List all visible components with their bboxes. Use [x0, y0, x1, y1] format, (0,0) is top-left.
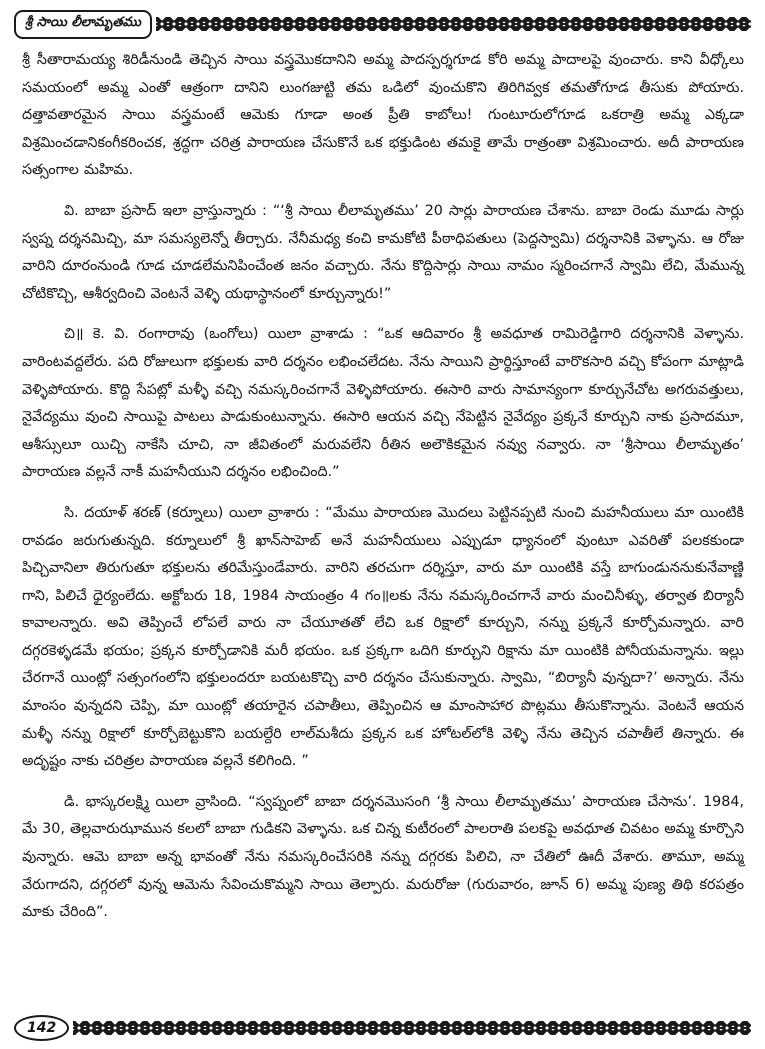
paragraph: చి॥ కె. వి. రంగారావు (ఒంగోలు) యిలా వ్రాశాడు : “ఒక ఆదివారం శ్రీ అవధూత రామిరెడ్డిగారి దర్శనానికి వెళ్ళాను. వారింటవద్దలేరు. పది రోజులుగా భక్తులకు వారి దర్శనం లభించలేదట. నేను సాయిని ప్రార్థిస్తూంటే వారొకసారి వచ్చి కోపంగా మాట్లాడి వెళ్ళిపోయారు. కొద్ది సేపట్లో మళ్ళీ వచ్చి నమస్కరించగానే వెళ్ళిపోయారు. ఈసారి వారు సామాన్యంగా కూర్చునేచోట అగరువత్తులు, నైవేద్యము వుంచి సాయిపై పాటలు పాడుకుంటున్నాను. ఈసారి ఆయన వచ్చి నేపెట్టిన నైవేద్యం ప్రక్కనే కూర్చుని నాకు ప్రసాదమూ, ఆశీస్సులూ యిచ్చి నాకేసి చూచి, నా జీవితంలో మరువలేని రీతిన అలౌకికమైన నవ్వు నవ్వారు. నా ‘శ్రీసాయి లీలామృతం’ పారాయణ వల్లనే నాకీ మహనీయుని దర్శనం లభించింది.”	[22, 326, 744, 481]
paragraph: సి. దయాళ్ శరణ్ (కర్నూలు) యిలా వ్రాశారు : “మేము పారాయణ మొదలు పెట్టినప్పటి నుంచి మహనీయులు మా యింటికి రావడం జరుగుతున్నది. కర్నూలులో శ్రీ ఖాన్‌సాహెబ్ అనే మహనీయులు ఎప్పుడూ ధ్యానంలో వుంటూ ఎవరితో పలకకుండా పిచ్చివానిలా తిరుగుతూ భక్తులను తరిమేస్తుండేవారు. వారిని తరచుగా దర్శిస్తూ, వారు మా యింటికి వస్తే బాగుండుననుకునేవాణ్ణి గాని, పిలిచే ధైర్యంలేదు. అక్టోబరు 18, 1984 సాయంత్రం 4 గం॥లకు నేను నమస్కరించగానే వారు మంచినీళ్ళు, తర్వాత బిర్యానీ కావాలన్నారు. అవి తెప్పించే లోపలే వారు నా చేయూతతో లేచి ఒక రిక్షాలో కూర్చుని, నన్ను ప్రక్కనే కూర్చోమన్నారు. వారి దగ్గరకెళ్ళడమే భయం; ప్రక్కన కూర్చోడానికి మరీ భయం. ఒక ప్రక్కగా ఒదిగి కూర్చుని రిక్షాను మా యింటికి పోనీయమన్నాను. ఇల్లు చేరగానే యింట్లో సత్సంగంలోని భక్తులందరూ బయటకొచ్చి వారి దర్శనం చేసుకున్నారు. స్వామి, “బిర్యానీ వున్నదా?’ అన్నారు. నేను మాంసం వున్నదని చెప్పి, మా యింట్లో తయారైన చపాతీలు, తెప్పించిన ఆ మాంసాహార పొట్లము తీసుకొన్నాను. వెంటనే ఆయన మళ్ళీ నన్ను రిక్షాలో కూర్చోబెట్టుకొని బయల్దేరి లాల్‌మశీదు ప్రక్కన ఒక హోటల్‌లోకి వెళ్ళి నేను తెచ్చిన చపాతీలే తిన్నారు. ఈ అదృష్టం నాకు చరిత్రల పారాయణ వల్లనే కలిగింది. ”	[22, 504, 744, 770]
paragraph: శ్రీ సీతారామయ్య శిరిడీనుండి తెచ్చిన సాయి వస్త్రమొకదానిని అమ్మ పాదస్పర్శగూడ కోరి అమ్మ పాదాలపై వుంచారు. కాని వీధ్కోలు సమయంలో అమ్మ ఎంతో ఆత్రంగా దానిని లుంగజుట్టి తమ ఒడిలో వుంచుకొని తిరిగివ్వక తమతోగూడ తీసుకు పోయారు. దత్తావతారమైన సాయి వస్త్రమంటే ఆమెకు గూడా అంత ప్రీతి కాబోలు! గుంటూరులోగూడ ఒకరాత్రి అమ్మ ఎక్కడా విశ్రమించడానికంగీకరించక, శ్రద్ధగా చరిత్ర పారాయణ చేసుకొనే ఒక భక్తుడింట తమకై తామే రాత్రంతా విశ్రమించారు. అదీ పారాయణ సత్సంగాల మహిమ.	[22, 52, 744, 179]
paragraph: వి. బాబా ప్రసాద్ ఇలా వ్రాస్తున్నారు : “‘శ్రీ సాయి లీలామృతము’ 20 సార్లు పారాయణ చేశాను. బాబా రెండు మూడు సార్లు స్వప్న దర్శనమిచ్చి, మా సమస్యలెన్నో తీర్చారు. నేనీమధ్య కంచి కామకోటి పీఠాధిపతులు (పెద్దస్వామి) దర్శనానికి వెళ్ళాను. ఆ రోజు వారిని దూరంనుండి గూడ చూడలేమనిపించేంత జనం వచ్చారు. నేను కొద్దిసార్లు సాయి నామం స్మరించగానే స్వామి లేచి, మేమున్న చోటికొచ్చి, ఆశీర్వదించి వెంటనే వెళ్ళి యథాస్థానంలో కూర్చున్నారు!”	[22, 202, 744, 302]
page-body	[22, 47, 744, 940]
footer-ornament-border	[73, 1021, 751, 1035]
page-footer	[14, 1012, 751, 1044]
header-ornament-border	[156, 17, 751, 31]
paragraph: డి. భాస్కరలక్ష్మి యిలా వ్రాసింది. “స్వప్నంలో బాబా దర్శనమొసంగి ‘శ్రీ సాయి లీలామృతము’ పారాయణ చేసాను’. 1984, మే 30, తెల్లవారుఝామున కలలో బాబా గుడికని వెళ్ళాను. ఒక చిన్న కుటీరంలో పాలరాతి పలకపై అవధూత చివటం అమ్మ కూర్చొని వున్నారు. ఆమె బాబా అన్న భావంతో నేను నమస్కరించేసరికి నన్ను దగ్గరకు పిలిచి, నా చేతిలో ఊదీ వేశారు. తామూ, అమ్మ వేరుగాదని, దగ్గరలో వున్న ఆమెను సేవించుకొమ్మని సాయి తెల్పారు. మరురోజు (గురువారం, జూన్ 6) అమ్మ పుణ్య తిథి కరపత్రం మాకు చేరింది”.	[22, 793, 744, 921]
page-header	[14, 6, 751, 42]
running-title: శ్రీ సాయి లీలామృతము	[14, 10, 152, 39]
page-number: 142	[14, 1015, 69, 1041]
